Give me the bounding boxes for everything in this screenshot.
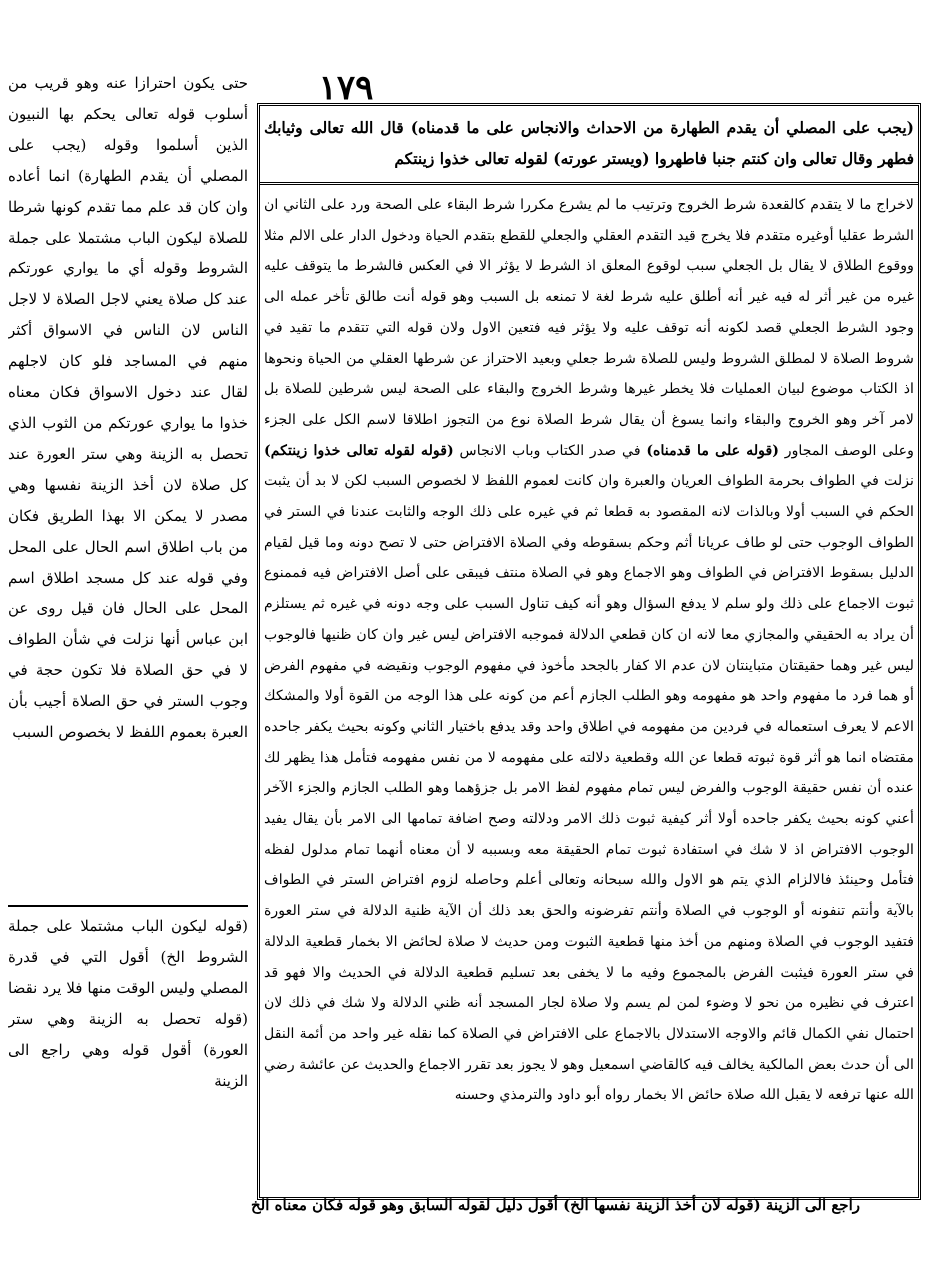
margin-gloss-column — [8, 68, 248, 1241]
quote-label: (قوله على ما قدمناه) — [646, 442, 780, 459]
margin-divider — [8, 905, 248, 907]
quote-label: (قوله لقوله تعالى خذوا زينتكم) — [264, 442, 454, 459]
page-number: ١٧٩ — [318, 68, 374, 108]
catchword-footer: راجع الى الزينة (قوله لان أخذ الزينة نفسها الخ) أقول دليل لقوله السابق وهو قوله فكان معناه الخ — [251, 1196, 860, 1214]
commentary-paragraph: نزلت في الطواف بحرمة الطواف العريان والعبرة وان كانت لعموم اللفظ لا لخصوص السبب لكن لا بد أن يثبت الحكم في السبب أولا وبالذات لانه المقصود به قطعا ثم في غيره على ذلك الوجه والثابت عندنا في الستر في الطواف الوجوب حتى لو طاف عريانا أثم وحكم بسقوطه وفي الصلاة الافتراض حتى لا تصح دونه وما قيل لقيام الدليل بسقوط الافتراض في الطواف وهو الاجماع وهو في الصلاة منتف فيبقى على أصل الافتراض فيه فممنوع ثبوت الاجماع على ذلك ولو سلم لا يدفع السؤال وهو أنه كيف تناول السبب على وجه دونه في غيره ثم يستلزم أن يراد به الحقيقي والمجازي معا لانه ان كان قطعي الدلالة فموجبه الافتراض ليس غير وان كان ظنيها فالوجوب ليس غير وهما حقيقتان متباينتان لان عدم الا كفار بالجحد مأخوذ في مفهوم الوجوب ونقيضه في مفهوم الفرض أو هما فرد ما مفهوم واحد هو مفهومه وهو الطلب الجازم أعم من كونه على هذا الوجه من القوة أولا والمشكك الاعم لا يعرف استعماله في فردين من مفهومه في اطلاق واحد وقد يدفع باختيار الثاني وكونه بحيث يكفر جاحده مقتضاه انما هو أثر قوة ثبوته قطعا عن الله وقطعية دلالته على مفهومه لا من نفس مفهومه فتأمل هذا يظهر لك عنده أن نفس حقيقة الوجوب والفرض ليس تمام مفهوم لفظ الامر بل جزؤهما وهو الطلب الجازم والجزء الآخر أعني كونه بحيث يكفر جاحده أولا أثر كيفية ثبوت ذلك الامر ودلالته وصح اضافة تمامها الى الامر بأن يقال يفيد الوجوب الافتراض اذ لا شك في استفادة ثبوت تمام الحقيقة معه وبسببه لا أن معناه أنهما تمام مدلول لفظه فتأمل وحينئذ فالالزام الذي يتم هو الاول والله سبحانه وتعالى أعلم وحاصله لزوم افتراض الستر في الطواف بالآية وأنتم تنفونه أو الوجوب في الصلاة وأنتم تفرضونه والحق بعد ذلك أن الآية ظنية الدلالة في ستر العورة فتفيد الوجوب في الصلاة ومنهم من أخذ منها قطعية الثبوت ومن حديث لا صلاة لحائض الا بخمار قطعية الدلالة في ستر العورة فيثبت الفرض بالمجموع وفيه ما لا يخفى بعد تسليم قطعية الدلالة في الحديث والا فهو قد اعترف في نظيره من نحو لا وضوء لمن لم يسم ولا صلاة لجار المسجد أنه ظني الدلالة ولا شك في ذلك لان احتمال نفي الكمال قائم والاوجه الاستدلال بالاجماع على الافتراض في الصلاة كما نقله غير واحد من أئمة النقل الى أن حدث بعض المالكية يخالف فيه كالقاضي اسمعيل وهو لا يجوز بعد تقرر الاجماع والحديث عن عائشة رضي الله عنها ترفعه لا يقبل الله صلاة حائض الا بخمار رواه أبو داود والترمذي وحسنه — [264, 473, 914, 1104]
margin-gloss-top: حتى يكون احترازا عنه وهو قريب من أسلوب قوله تعالى يحكم بها النبيون الذين أسلموا وقوله (يجب على المصلي أن يقدم الطهارة) انما أعاده وان كان قد علم مما تقدم كونها شرطا للصلاة ليكون الباب مشتملا على جملة الشروط وقوله أي ما يواري عورتكم عند كل صلاة يعني لاجل الصلاة لا لاجل الناس لان الناس في الاسواق أكثر منهم في المساجد فلو كان لاجلهم لقال عند دخول الاسواق فكان معناه خذوا ما يواري عورتكم من الثوب الذي تحصل به الزينة وهي ستر العورة عند كل صلاة لان أخذ الزينة نفسها وهي مصدر لا يمكن الا بهذا الطريق فكان من باب اطلاق اسم الحال على المحل وفي قوله عند كل مسجد اطلاق اسم المحل على الحال فان قيل روى عن ابن عباس أنها نزلت في شأن الطواف لا في حق الصلاة فلا تكون حجة في وجوب الستر في حق الصلاة أجيب بأن العبرة بعموم اللفظ لا بخصوص السبب — [8, 74, 248, 742]
matn-text: (يجب على المصلي أن يقدم الطهارة من الاحداث والانجاس على ما قدمناه) قال الله تعالى وثيابك فطهر وقال تعالى وان كنتم جنبا فاطهروا (ويستر عورته) لقوله تعالى خذوا زينتكم — [264, 118, 914, 168]
commentary-paragraph: في صدر الكتاب وباب الانجاس — [459, 442, 641, 459]
commentary-body — [264, 190, 914, 1193]
margin-gloss-bottom: (قوله ليكون الباب مشتملا على جملة الشروط الخ) أقول التي في قدرة المصلي وليس الوقت منها فلا يرد نقضا (قوله تحصل به الزينة وهي ستر العورة) أقول قوله وهي راجع الى الزينة — [8, 917, 248, 1090]
main-text-frame — [257, 103, 921, 1200]
commentary-paragraph: لاخراج ما لا يتقدم كالقعدة شرط الخروج وترتيب ما لم يشرع مكررا شرط البقاء على الصحة ورد على الثاني ان الشرط عقليا أوغيره متقدم فلا يخرج قيد التقدم العقلي والجعلي للقطع بتقدم الحياة ودخول الدار على الالم مثلا ووقوع الطلاق لا يقال بل الجعلي سبب لوقوع المعلق اذ الشرط لا يؤثر الا في العكس فالشرط ما يتوقف عليه غيره من غير أثر له فيه غير أنه أطلق عليه شرط لغة لا تمنعه بل السبب وهو قوله أنت طالق تأخر عمله الى وجود الشرط الجعلي قصد لكونه أنه توقف عليه ولا يؤثر فيه فتعين الاول ولان قوله التي تتقدم ما تقيد في شروط الصلاة لا لمطلق الشروط وليس للصلاة شرط جعلي وبعيد الاحتراز عن شرطها العقلي من الحياة ونحوها اذ الكتاب موضوع لبيان العمليات فلا يخطر غيرها وشرط الخروج والبقاء على الصحة ليس شرطين للصلاة بل لامر آخر وهو الخروج والبقاء وانما يسوغ أن يقال شرط الصلاة نوع من التجوز اطلاقا لاسم الكل على الجزء وعلى الوصف المجاور — [264, 197, 914, 459]
matn-separator — [260, 182, 918, 185]
